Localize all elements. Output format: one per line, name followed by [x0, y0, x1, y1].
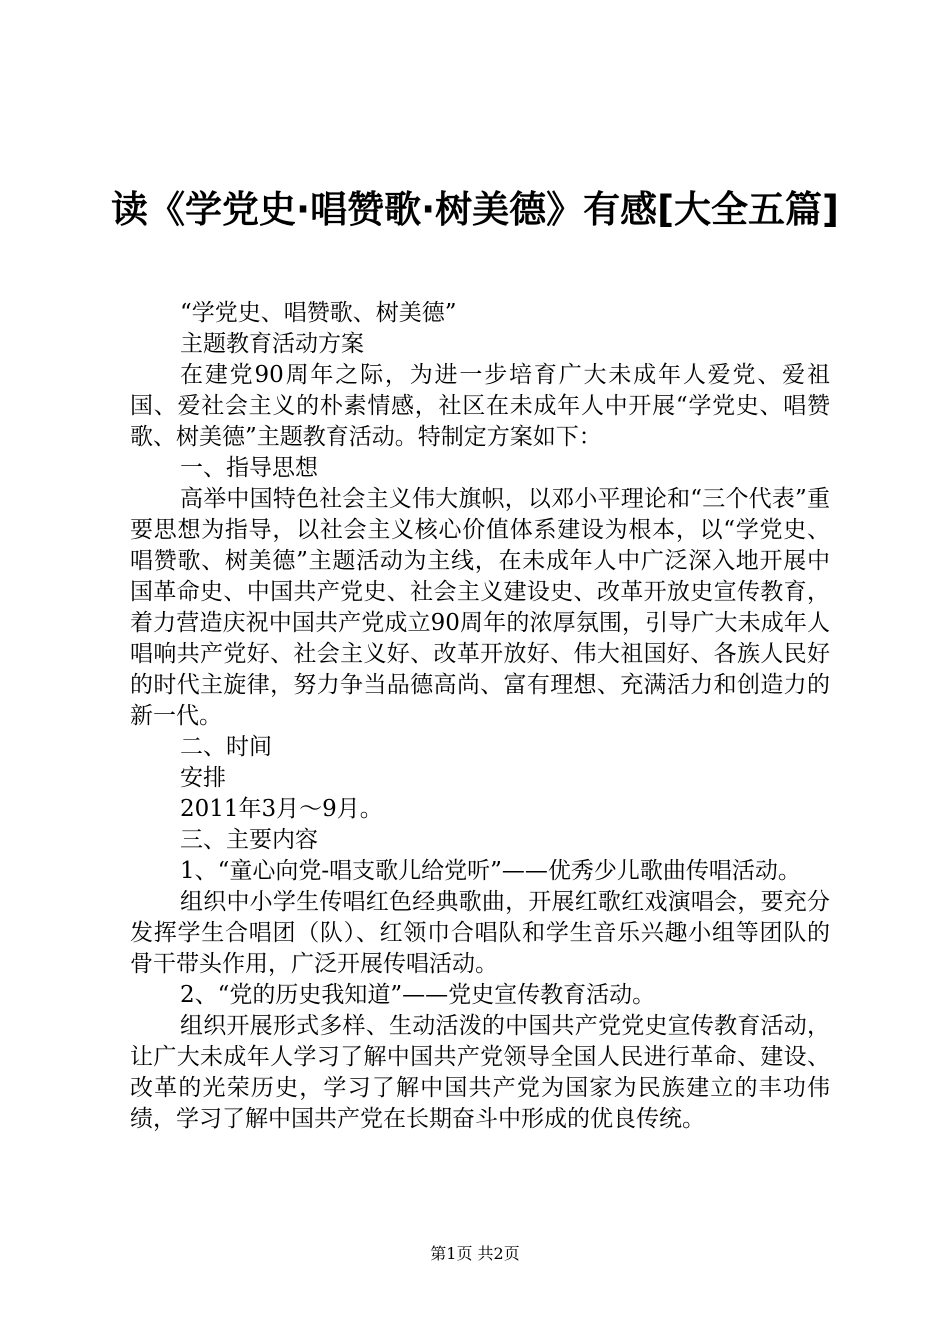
section-heading: 二、时间 [180, 734, 272, 760]
paragraph: “学党史、唱赞歌、树美德” [180, 300, 457, 326]
paragraph: 组织中小学生传唱红色经典歌曲，开展红歌红戏演唱会，要充分发挥学生合唱团（队）、红领巾合唱队和学生音乐兴趣小组等团队的骨干带头作用，广泛开展传唱活动。 [130, 889, 830, 977]
paragraph: 安排 [180, 765, 226, 791]
paragraph: 主题教育活动方案 [180, 331, 364, 357]
paragraph: 2、“党的历史我知道”——党史宣传教育活动。 [180, 982, 656, 1008]
paragraph: 组织开展形式多样、生动活泼的中国共产党党史宣传教育活动，让广大未成年人学习了解中国共产党领导全国人民进行革命、建设、改革的光荣历史，学习了解中国共产党为国家为民族建立的丰功伟绩，学习了解中国共产党在长期奋斗中形成的优良传统。 [130, 1013, 830, 1132]
section-heading: 一、指导思想 [180, 455, 318, 481]
document-title: 读《学党史·唱赞歌·树美德》有感[大全五篇] [111, 188, 839, 231]
document-body [130, 298, 830, 1135]
paragraph: 高举中国特色社会主义伟大旗帜，以邓小平理论和“三个代表”重要思想为指导，以社会主义核心价值体系建设为根本，以“学党史、唱赞歌、树美德”主题活动为主线，在未成年人中广泛深入地开展中国革命史、中国共产党史、社会主义建设史、改革开放史宣传教育，着力营造庆祝中国共产党成立90周年的浓厚氛围，引导广大未成年人唱响共产党好、社会主义好、改革开放好、伟大祖国好、各族人民好的时代主旋律，努力争当品德高尚、富有理想、充满活力和创造力的新一代。 [130, 486, 830, 729]
paragraph: 1、“童心向党-唱支歌儿给党听”——优秀少儿歌曲传唱活动。 [180, 858, 801, 884]
section-heading: 三、主要内容 [180, 827, 318, 853]
paragraph: 在建党90周年之际，为进一步培育广大未成年人爱党、爱祖国、爱社会主义的朴素情感，社区在未成年人中开展“学党史、唱赞歌、树美德”主题教育活动。特制定方案如下： [130, 362, 830, 450]
page-footer: 第1页 共2页 [430, 1244, 520, 1263]
paragraph: 2011年3月～9月。 [180, 796, 383, 822]
